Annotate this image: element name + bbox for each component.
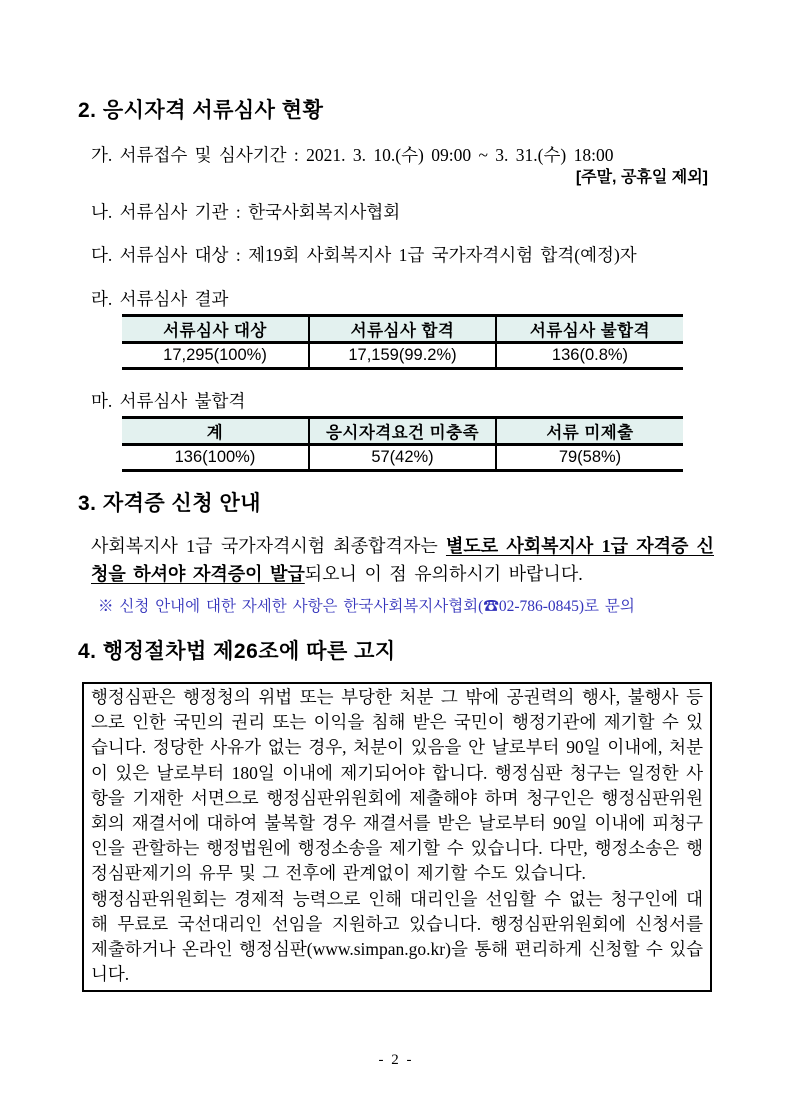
section-3-title: 3. 자격증 신청 안내 xyxy=(78,492,262,515)
fail-table-value-missing: 79(58%) xyxy=(496,445,683,471)
item-review-target: 다. 서류심사 대상 : 제19회 사회복지사 1급 국가자격시험 합격(예정)자 xyxy=(91,245,637,265)
fail-table-header-unmet: 응시자격요건 미충족 xyxy=(309,418,496,445)
review-result-table xyxy=(122,314,683,370)
result-table-header-fail: 서류심사 불합격 xyxy=(496,316,683,343)
table-header-row xyxy=(122,316,683,343)
result-table-header-target: 서류심사 대상 xyxy=(122,316,309,343)
item-review-fail: 마. 서류심사 불합격 xyxy=(91,391,246,411)
fail-table-value-unmet: 57(42%) xyxy=(309,445,496,471)
item-review-result: 라. 서류심사 결과 xyxy=(91,289,229,309)
administrative-appeal-notice-box xyxy=(82,682,712,992)
table-header-row xyxy=(122,418,683,445)
cert-para-emphasis: 별도로 사회복지사 1급 자격증 신청을 하셔야 자격증이 발급 xyxy=(91,536,714,584)
fail-table-header-total: 계 xyxy=(122,418,309,445)
section-4-title: 4. 행정절차법 제26조에 따른 고지 xyxy=(78,640,396,663)
item-review-period: 가. 서류접수 및 심사기간 : 2021. 3. 10.(수) 09:00 ~ 3. 31.(수) 18:00 xyxy=(91,145,614,165)
result-table-header-pass: 서류심사 합격 xyxy=(309,316,496,343)
page-number: - 2 - xyxy=(378,1052,414,1068)
item-review-agency: 나. 서류심사 기관 : 한국사회복지사협회 xyxy=(91,202,401,222)
cert-para-after: 되오니 이 점 유의하시기 바랍니다. xyxy=(304,563,583,584)
table-row xyxy=(122,445,683,471)
weekend-exclusion-note: [주말, 공휴일 제외] xyxy=(575,169,708,186)
fail-table-value-total: 136(100%) xyxy=(174,448,256,466)
result-table-value-target: 17,295(100%) xyxy=(163,346,267,364)
result-table-value-pass: 17,159(99.2%) xyxy=(309,343,496,369)
section-2-title: 2. 응시자격 서류심사 현황 xyxy=(78,99,324,122)
fail-table-header-missing: 서류 미제출 xyxy=(496,418,683,445)
cert-para-before: 사회복지사 1급 국가자격시험 최종합격자는 xyxy=(91,536,446,556)
notice-paragraph-appeal: 행정심판은 행정청의 위법 또는 부당한 처분 그 밖에 공권력의 행사, 불행사 등으로 인한 국민의 권리 또는 이익을 침해 받은 국민이 행정기관에 제기할 수 있습니다. 정당한 사유가 없는 경우, 처분이 있음을 안 날로부터 90일 이내에, 처분이 있은 날로부터 180일 이내에 제기되어야 합니다. 행정심판 청구는 일정한 사항을 기재한 서면으로 행정심판위원회에 제출해야 하며 청구인은 행정심판위원회의 재결서에 대하여 불복할 경우 재결서를 받은 날로부터 90일 이내에 피청구인을 관할하는 행정법원에 행정소송을 제기할 수 있습니다. 다만, 행정소송은 행정심판제기의 유무 및 그 전후에 관계없이 제기할 수도 있습니다. xyxy=(91,687,703,884)
fail-detail-table xyxy=(122,416,683,472)
notice-paragraph-counsel: 행정심판위원회는 경제적 능력으로 인해 대리인을 선임할 수 없는 청구인에 대해 무료로 국선대리인 선임을 지원하고 있습니다. 행정심판위원회에 신청서를 제출하거나 온라인 행정심판(www.simpan.go.kr)을 통해 편리하게 신청할 수 있습니다. xyxy=(91,888,703,985)
certificate-apply-paragraph xyxy=(91,533,714,588)
table-row xyxy=(122,343,683,369)
result-table-value-fail: 136(0.8%) xyxy=(496,343,683,369)
apply-contact-note: ※ 신청 안내에 대한 자세한 사항은 한국사회복지사협회(☎02-786-0845)로 문의 xyxy=(98,598,635,615)
